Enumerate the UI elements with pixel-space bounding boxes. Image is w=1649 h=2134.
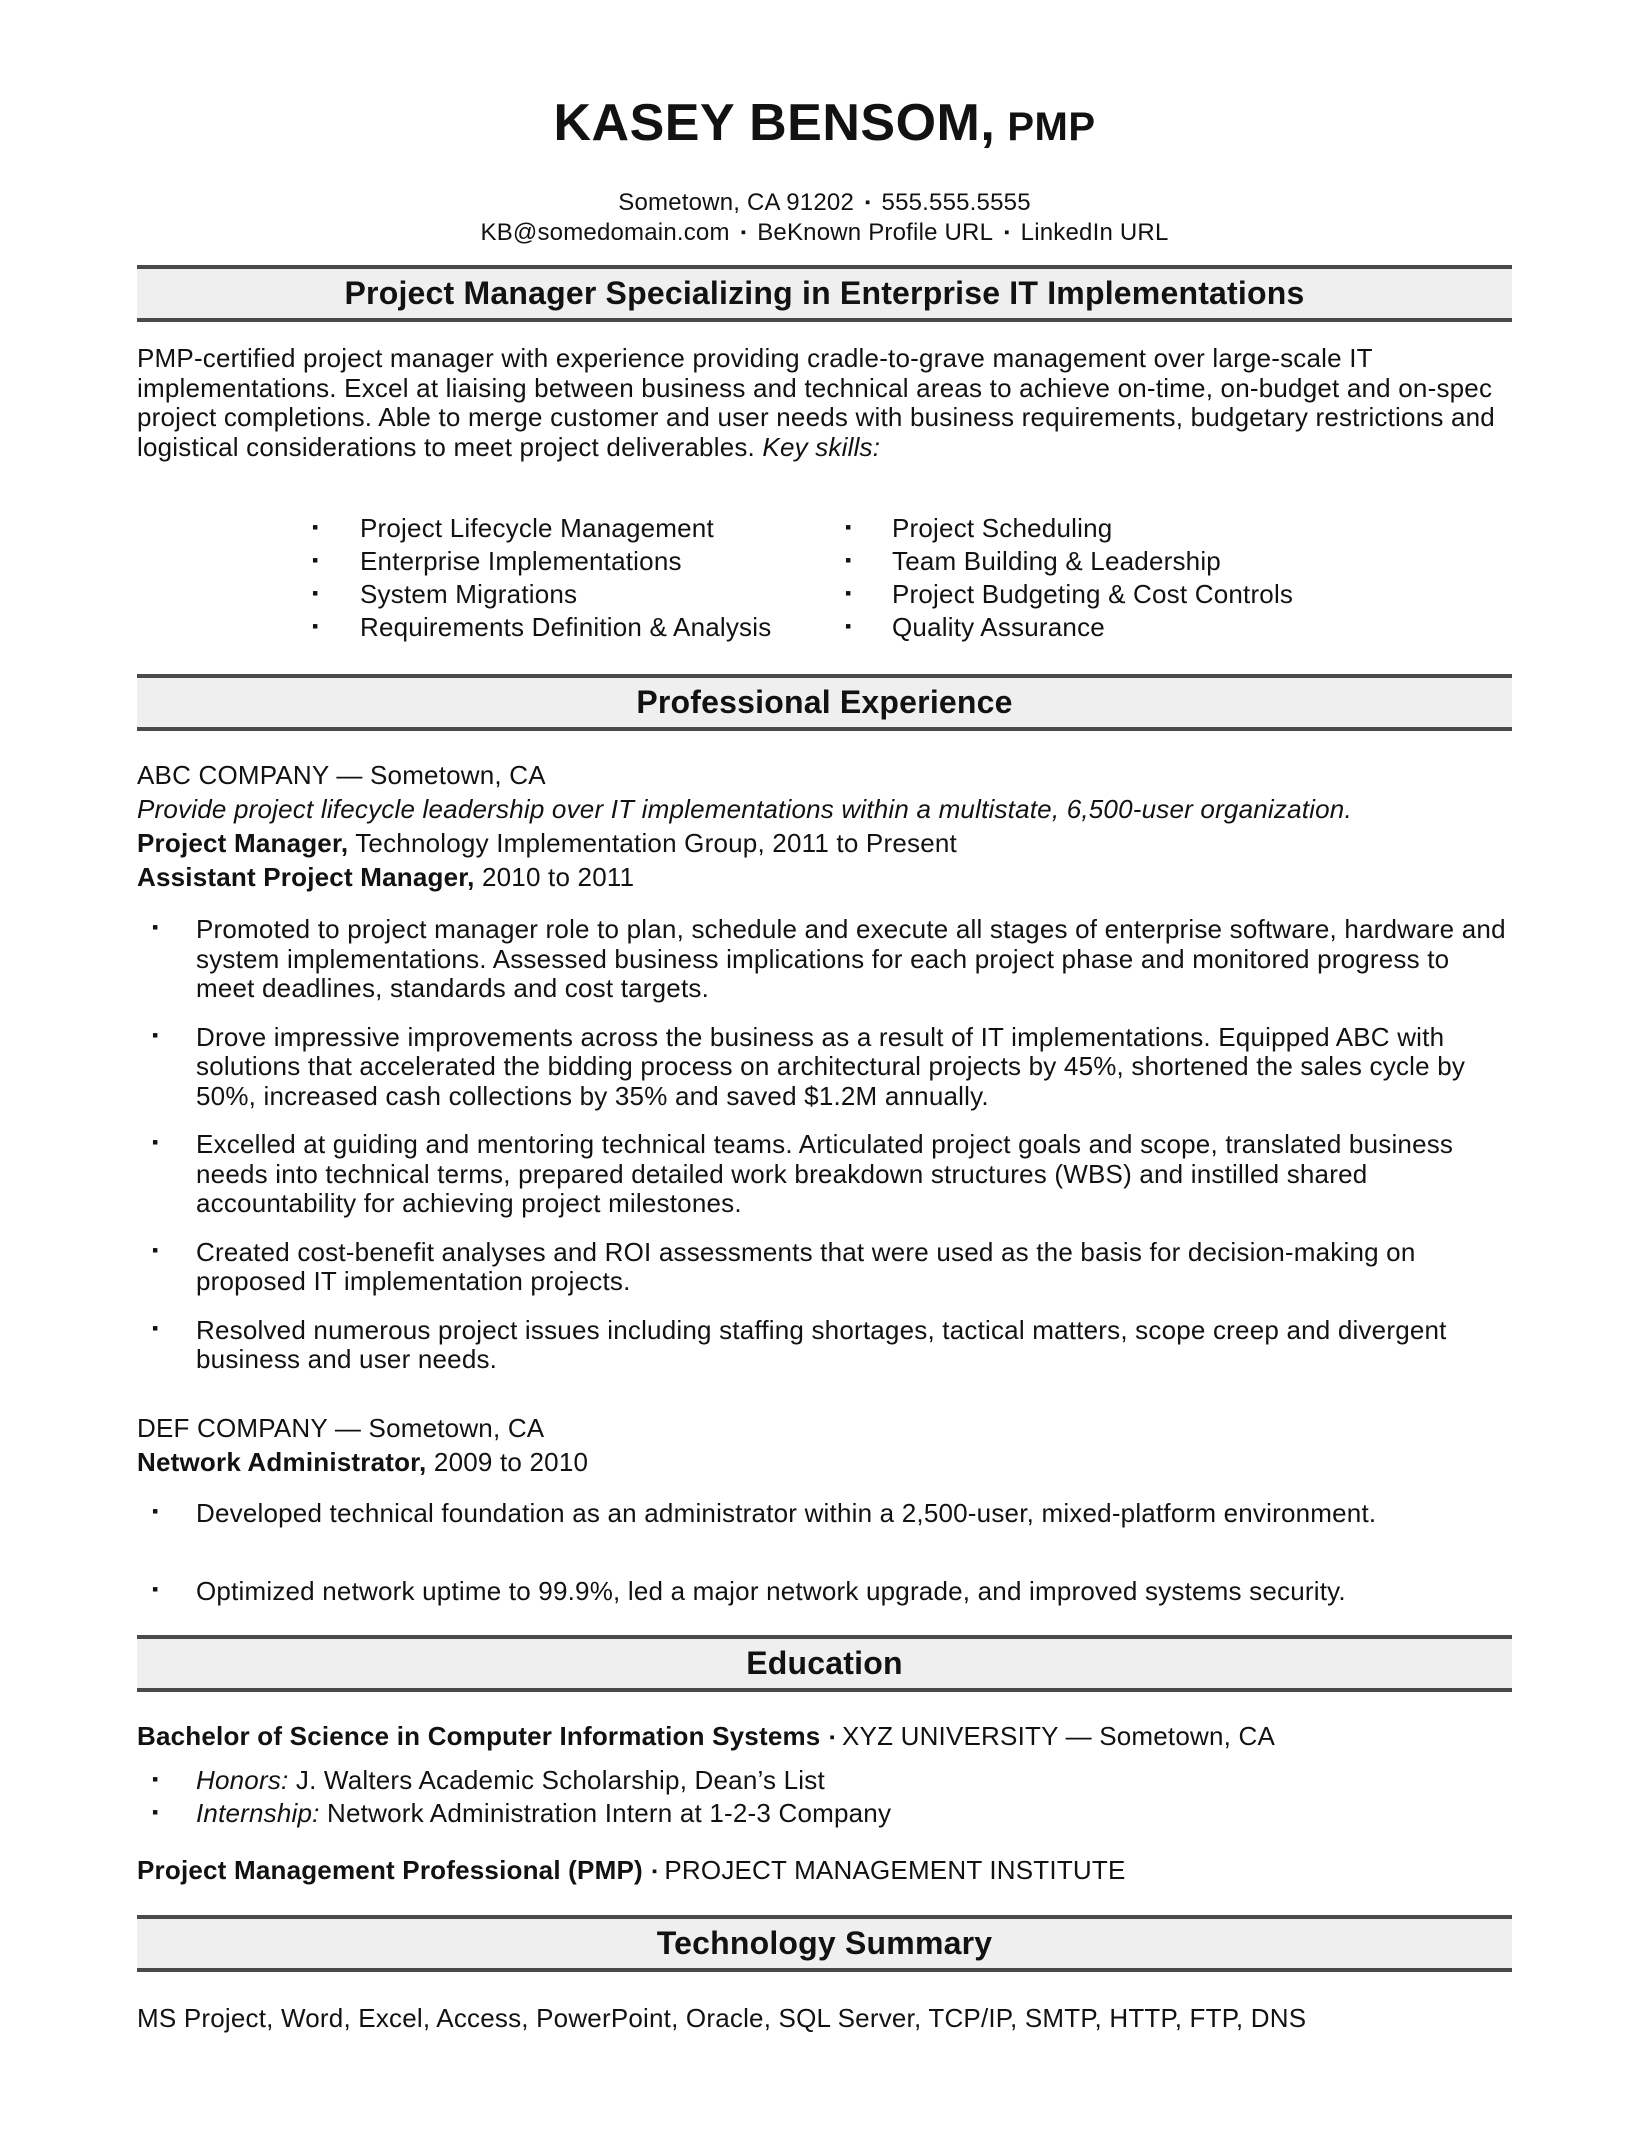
abc-achievement-list bbox=[137, 915, 1512, 1375]
summary-text: PMP-certified project manager with experience providing cradle-to-grave management over large-scale IT implementations. Excel at liaising between business and technical areas to achieve on-time, on-budget and on-spec project completions. Able to merge customer and user needs with business requirements, budgetary restrictions and logistical considerations to meet project deliverables. bbox=[137, 343, 1495, 462]
education-bullet-label: Honors: bbox=[196, 1765, 289, 1795]
square-separator-icon: ▪ bbox=[651, 1863, 658, 1880]
certification-line bbox=[137, 1854, 1512, 1888]
achievement-bullet: ▪ Drove impressive improvements across the business as a result of IT implementations. Equipped ABC with solutions that accelerated the bidding process on architectural projects by 45%, shortened the sales cycle by 50%, increased cash collections by 35% and saved $1.2M annually. bbox=[137, 1023, 1512, 1112]
achievement-bullet: ▪ Created cost-benefit analyses and ROI assessments that were used as the basis for decision-making on proposed IT implementation projects. bbox=[137, 1238, 1512, 1297]
skill-item: ▪ Enterprise Implementations bbox=[312, 545, 845, 578]
def-achievement-list bbox=[137, 1499, 1512, 1607]
role-line: Project Manager, Technology Implementation Group, 2011 to Present bbox=[137, 828, 957, 858]
contact-email: KB@somedomain.com bbox=[480, 219, 730, 246]
role-title: Network Administrator, bbox=[137, 1446, 427, 1477]
square-separator-icon: ▪ bbox=[740, 224, 747, 241]
skill-item: ▪ Quality Assurance bbox=[845, 611, 1512, 644]
skill-item: ▪ Project Lifecycle Management bbox=[312, 512, 845, 545]
certification-org: PROJECT MANAGEMENT INSTITUTE bbox=[664, 1855, 1126, 1885]
skill-item: ▪ Team Building & Leadership bbox=[845, 545, 1512, 578]
education-bullet: ▪ Internship: Network Administration Intern at 1-2-3 Company bbox=[137, 1797, 1512, 1830]
section-header-education: Education bbox=[137, 1635, 1512, 1692]
section-header-experience: Professional Experience bbox=[137, 674, 1512, 731]
skills-column-1 bbox=[312, 512, 845, 644]
contact-location: Sometown, CA 91202 bbox=[618, 189, 854, 216]
achievement-bullet: ▪ Resolved numerous project issues including staffing shortages, tactical matters, scope creep and divergent business and user needs. bbox=[137, 1316, 1512, 1375]
candidate-credential: PMP bbox=[1007, 105, 1096, 149]
summary-paragraph bbox=[137, 344, 1512, 492]
skill-item: ▪ Requirements Definition & Analysis bbox=[312, 611, 845, 644]
technology-list: MS Project, Word, Excel, Access, PowerPoint, Oracle, SQL Server, TCP/IP, SMTP, HTTP, FTP, DNS bbox=[137, 2003, 1307, 2033]
role-title: Project Manager, bbox=[137, 828, 349, 858]
contact-phone: 555.555.5555 bbox=[881, 189, 1031, 216]
education-bullet-label: Internship: bbox=[196, 1798, 320, 1828]
company-name: DEF COMPANY — Sometown, CA bbox=[137, 1412, 545, 1443]
def-company-header bbox=[137, 1411, 1512, 1479]
page-title bbox=[137, 95, 1512, 164]
section-header-technology: Technology Summary bbox=[137, 1915, 1512, 1972]
key-skills-label: Key skills: bbox=[762, 431, 881, 462]
role-line: Assistant Project Manager, 2010 to 2011 bbox=[137, 862, 635, 892]
degree-title: Bachelor of Science in Computer Information Systems bbox=[137, 1721, 821, 1751]
contact-line-2 bbox=[137, 218, 1512, 248]
achievement-bullet: ▪ Excelled at guiding and mentoring technical teams. Articulated project goals and scope, translated business needs into technical terms, prepared detailed work breakdown structures (WBS) and instilled shared accountability for achieving project milestones. bbox=[137, 1130, 1512, 1219]
skills-column-2 bbox=[845, 512, 1512, 644]
key-skills-list bbox=[312, 512, 1512, 644]
square-separator-icon: ▪ bbox=[1004, 224, 1010, 241]
role-title: Assistant Project Manager, bbox=[137, 862, 475, 892]
section-header-headline: Project Manager Specializing in Enterprise IT Implementations bbox=[137, 265, 1512, 322]
candidate-name: KASEY BENSOM, bbox=[553, 94, 996, 152]
education-bullet: ▪ Honors: J. Walters Academic Scholarship, Dean’s List bbox=[137, 1764, 1512, 1797]
company-name: ABC COMPANY — Sometown, CA bbox=[137, 760, 546, 790]
square-separator-icon: ▪ bbox=[829, 1729, 835, 1746]
certification-title: Project Management Professional (PMP) bbox=[137, 1855, 643, 1885]
contact-beknown-profile: BeKnown Profile URL bbox=[757, 219, 994, 246]
contact-line-1 bbox=[137, 188, 1512, 218]
skill-item: ▪ Project Budgeting & Cost Controls bbox=[845, 578, 1512, 611]
contact-linkedin: LinkedIn URL bbox=[1020, 219, 1169, 246]
achievement-bullet: ▪ Promoted to project manager role to plan, schedule and execute all stages of enterprise software, hardware and system implementations. Assessed business implications for each project phase and monitored progress to meet deadlines, standards and cost targets. bbox=[137, 915, 1512, 1004]
square-separator-icon: ▪ bbox=[865, 194, 871, 211]
education-detail-list bbox=[137, 1764, 1512, 1830]
skill-item: ▪ System Migrations bbox=[312, 578, 845, 611]
university: XYZ UNIVERSITY — Sometown, CA bbox=[842, 1721, 1275, 1751]
abc-company-header bbox=[137, 758, 1512, 894]
achievement-bullet: ▪ Optimized network uptime to 99.9%, led a major network upgrade, and improved systems security. bbox=[137, 1577, 1512, 1607]
role-line: Network Administrator, 2009 to 2010 bbox=[137, 1446, 589, 1477]
achievement-bullet: ▪ Developed technical foundation as an administrator within a 2,500-user, mixed-platform environment. bbox=[137, 1499, 1512, 1558]
skill-item: ▪ Project Scheduling bbox=[845, 512, 1512, 545]
degree-line bbox=[137, 1720, 1512, 1754]
company-tagline: Provide project lifecycle leadership over IT implementations within a multistate, 6,500-user organization. bbox=[137, 794, 1352, 824]
